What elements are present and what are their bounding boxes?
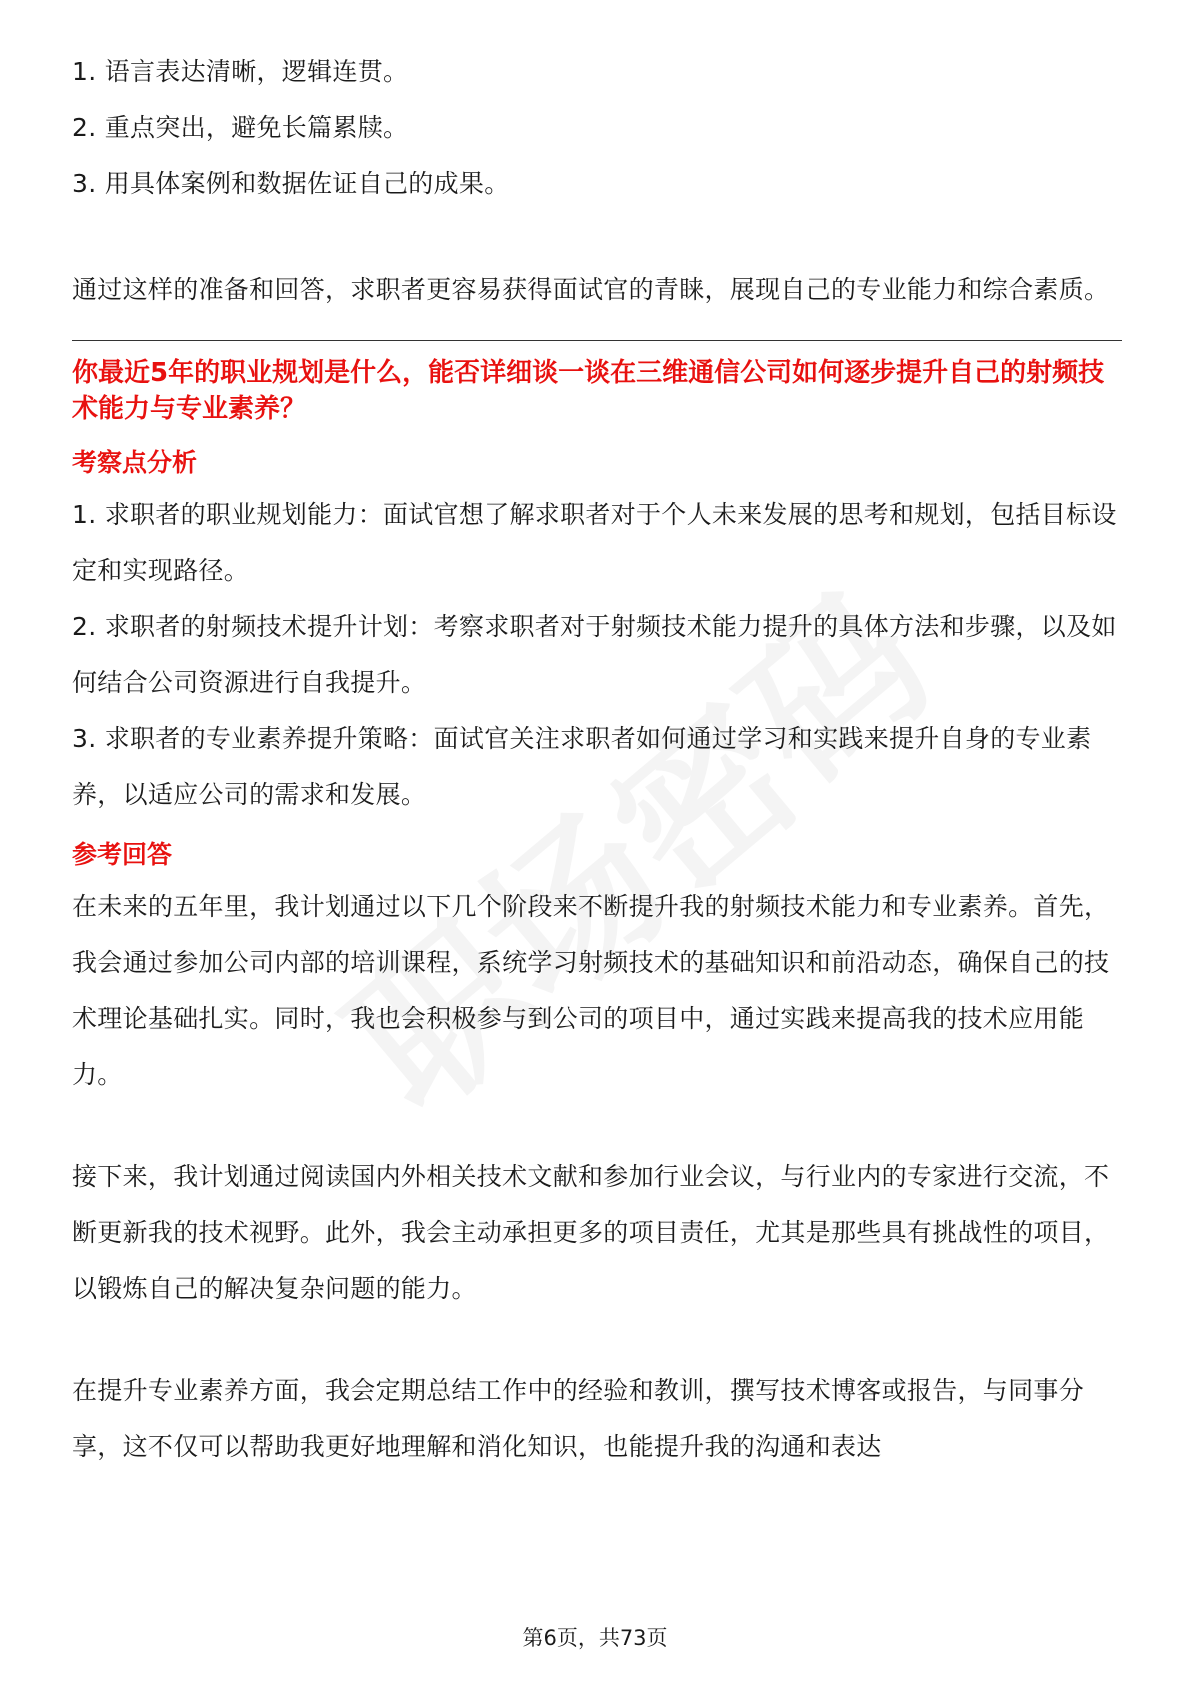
list-item: 3. 求职者的专业素养提升策略：面试官关注求职者如何通过学习和实践来提升自身的专业素养，以适应公司的需求和发展。 (72, 724, 1092, 809)
answer-paragraph: 在提升专业素养方面，我会定期总结工作中的经验和教训，撰写技术博客或报告，与同事分享，这不仅可以帮助我更好地理解和消化知识，也能提升我的沟通和表达 (72, 1376, 1085, 1461)
section-divider (72, 340, 1122, 341)
interview-question: 你最近5年的职业规划是什么，能否详细谈一谈在三维通信公司如何逐步提升自己的射频技术能力与专业素养？ (72, 358, 1105, 424)
page-number: 第6页，共73页 (522, 1626, 668, 1650)
list-item: 1. 求职者的职业规划能力：面试官想了解求职者对于个人未来发展的思考和规划，包括目标设定和实现路径。 (72, 500, 1117, 585)
list-item: 2. 求职者的射频技术提升计划：考察求职者对于射频技术能力提升的具体方法和步骤，以及如何结合公司资源进行自我提升。 (72, 612, 1117, 697)
analysis-heading: 考察点分析 (72, 448, 198, 477)
top-list (72, 44, 1122, 212)
list-item: 1. 语言表达清晰，逻辑连贯。 (72, 57, 409, 86)
analysis-list (72, 487, 1122, 823)
list-item: 2. 重点突出，避免长篇累牍。 (72, 113, 409, 142)
closing-paragraph: 通过这样的准备和回答，求职者更容易获得面试官的青睐，展现自己的专业能力和综合素质。 (72, 275, 1110, 304)
list-item: 3. 用具体案例和数据佐证自己的成果。 (72, 169, 510, 198)
answer-paragraph: 在未来的五年里，我计划通过以下几个阶段来不断提升我的射频技术能力和专业素养。首先，我会通过参加公司内部的培训课程，系统学习射频技术的基础知识和前沿动态，确保自己的技术理论基础扎实。同时，我也会积极参与到公司的项目中，通过实践来提高我的技术应用能力。 (72, 892, 1110, 1089)
answer-heading: 参考回答 (72, 840, 173, 869)
answer-paragraph: 接下来，我计划通过阅读国内外相关技术文献和参加行业会议，与行业内的专家进行交流，不断更新我的技术视野。此外，我会主动承担更多的项目责任，尤其是那些具有挑战性的项目，以锻炼自己的解决复杂问题的能力。 (72, 1162, 1110, 1303)
document-page (72, 44, 1122, 1475)
